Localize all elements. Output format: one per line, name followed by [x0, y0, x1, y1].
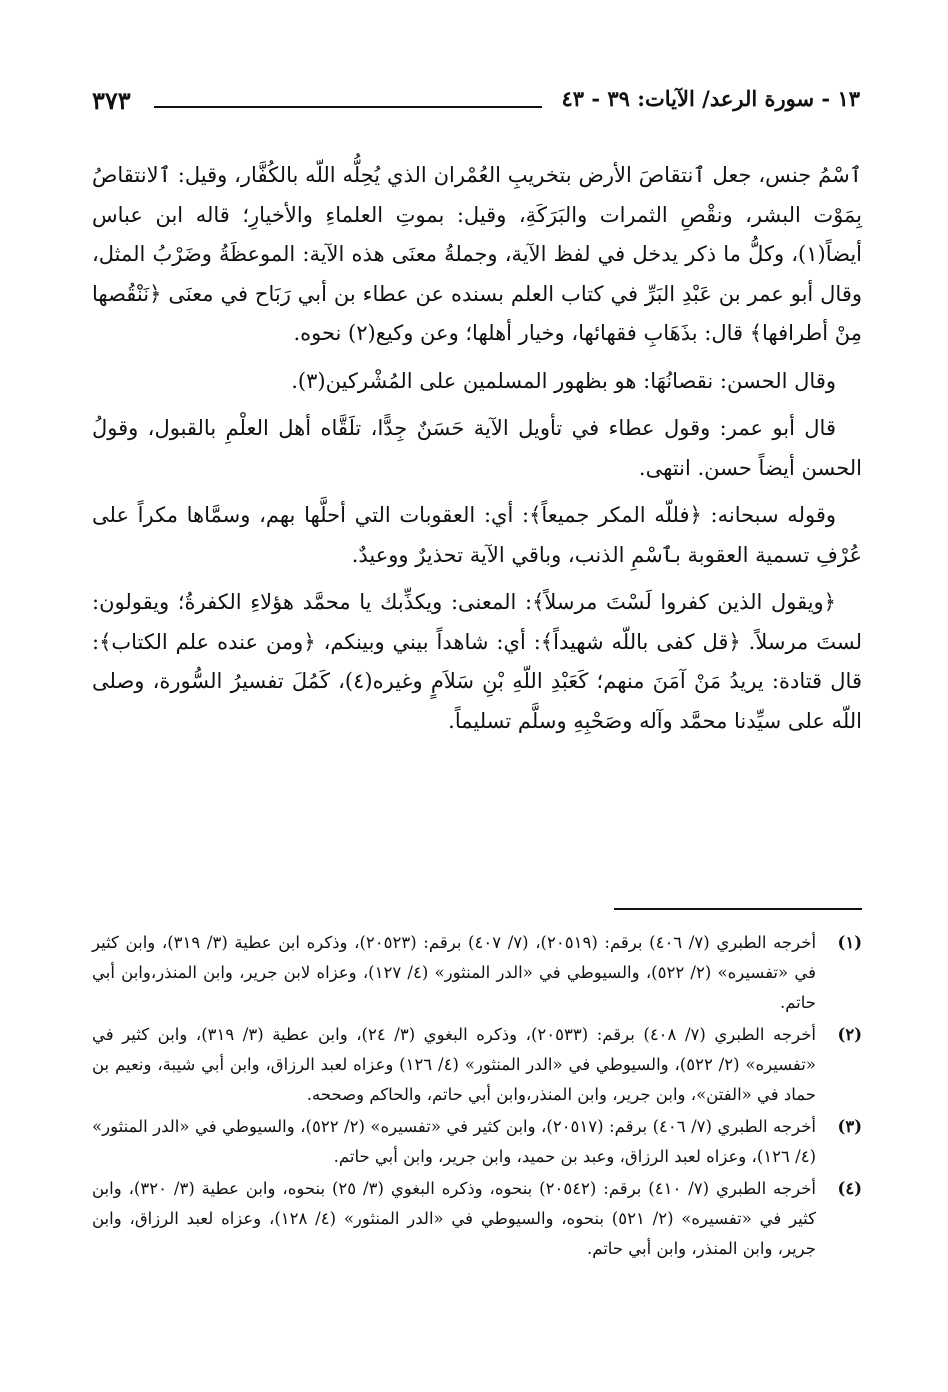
paragraph-3: قال أبو عمر: وقول عطاء في تأويل الآية حَسَنٌ جِدًّا، تلَقَّاه أهل العلْمِ بالقبول، وقولُ الحسن أيضاً حسن. انتهى.	[92, 416, 862, 480]
running-header	[92, 86, 860, 126]
footnote-number: (٢)	[837, 1025, 862, 1044]
paragraph-5: ﴿ويقول الذين كفروا لَسْتَ مرسلاً﴾: المعنى: ويكذِّبك يا محمَّد هؤلاءِ الكفرةُ؛ ويقولون: لستَ مرسلاً. ﴿قل كفى باللّه شهيداً﴾: أي: شاهداً بيني وبينكم، ﴿ومن عنده علم الكتاب﴾: قال قتادة: يريدُ مَنْ آمَنَ منهم؛ كَعَبْدِ اللّهِ بْنِ سَلاَمٍ وغيره(٤)، كَمُلَ تفسيرُ السُّورة، وصلى اللّه على سيِّدنا محمَّد وآله وصَحْبِهِ وسلَّم تسليماً.	[92, 590, 862, 733]
footnote-separator	[614, 908, 862, 910]
header-rule	[154, 106, 542, 108]
paragraph-4: وقوله سبحانه: ﴿فللّه المكر جميعاً﴾: أي: العقوبات التي أحلَّها بهم، وسمَّاها مكراً على عُرْفِ تسمية العقوبة بٱسْمِ الذنب، وباقي الآية تحذيرٌ ووعيدٌ.	[92, 503, 862, 567]
main-text	[92, 156, 862, 749]
page-number: ٣٧٣	[92, 86, 131, 115]
footnote	[92, 1174, 862, 1264]
footnote	[92, 928, 862, 1018]
footnote	[92, 1112, 862, 1172]
footnote-text: أخرجه الطبري (٧/ ٤٠٦) برقم: (٢٠٥١٩)، (٧/ ٤٠٧) برقم: (٢٠٥٢٣)، وذكره ابن عطية (٣/ ٣١٩)، وابن كثير في «تفسيره» (٢/ ٥٢٢)، والسيوطي في «الدر المنثور» (٤/ ١٢٧)، وعزاه لابن جرير، وابن المنذر،وابن أبي حاتم.	[92, 933, 817, 1012]
footnote-text: أخرجه الطبري (٧/ ٤٠٨) برقم: (٢٠٥٣٣)، وذكره البغوي (٣/ ٢٤)، وابن عطية (٣/ ٣١٩)، وابن كثير في «تفسيره» (٢/ ٥٢٢)، والسيوطي في «الدر المنثور» (٤/ ١٢٦) وعزاه لعبد الرزاق، وابن أبي شيبة، ونعيم بن حماد في «الفتن»، وابن جرير، وابن المنذر،وابن أبي حاتم، والحاكم وصححه.	[92, 1025, 816, 1104]
footnote-number: (٤)	[837, 1179, 862, 1198]
footnote-number: (١)	[837, 933, 862, 952]
footnote-text: أخرجه الطبري (٧/ ٤١٠) برقم: (٢٠٥٤٢) بنحوه، وذكره البغوي (٣/ ٢٥) بنحوه، وابن عطية (٣/ ٣٢٠)، وابن كثير في «تفسيره» (٢/ ٥٢١) بنحوه، والسيوطي في «الدر المنثور» (٤/ ١٢٨)، وعزاه لعبد الرزاق، وابن جرير، وابن المنذر، وابن أبي حاتم.	[92, 1179, 816, 1258]
footnote-number: (٣)	[837, 1117, 862, 1136]
paragraph-1: ٱسْمُ جنس، جعل ٱنتقاصَ الأرض بتخريبِ العُمْران الذي يُحِلُّه اللّه بالكُفَّار، وقيل: ٱلانتقاصُ بِمَوْت البشر، ونقْصِ الثمرات والبَرَكَةِ، وقيل: بموتِ العلماءِ والأخيارِ؛ قاله ابن عباس أيضاً(١)، وكلُّ ما ذكر يدخل في لفظ الآية، وجملةُ معنَى هذه الآية: الموعظَةُ وضَرْبُ المثل، وقال أبو عمر بن عَبْدِ البَرِّ في كتاب العلم بسنده عن عطاء بن أبي رَبَاح في معنَى ﴿نَنْقُصها مِنْ أطرافها﴾ قال: بذَهَابِ فقهائها، وخيار أهلها؛ وعن وكيع(٢) نحوه.	[92, 163, 862, 345]
footnote-text: أخرجه الطبري (٧/ ٤٠٦) برقم: (٢٠٥١٧)، وابن كثير في «تفسيره» (٢/ ٥٢٢)، والسيوطي في «الدر المنثور» (٤/ ١٢٦)، وعزاه لعبد الرزاق، وعبد بن حميد، وابن جرير، وابن أبي حاتم.	[92, 1117, 816, 1166]
footnotes	[92, 928, 862, 1266]
paragraph-2: وقال الحسن: نقصانُهَا: هو بظهور المسلمين على المُشْركين(٣).	[291, 368, 836, 393]
footnote	[92, 1020, 862, 1110]
header-title: ١٣ - سورة الرعد/ الآيات: ٣٩ - ٤٣	[561, 86, 860, 111]
